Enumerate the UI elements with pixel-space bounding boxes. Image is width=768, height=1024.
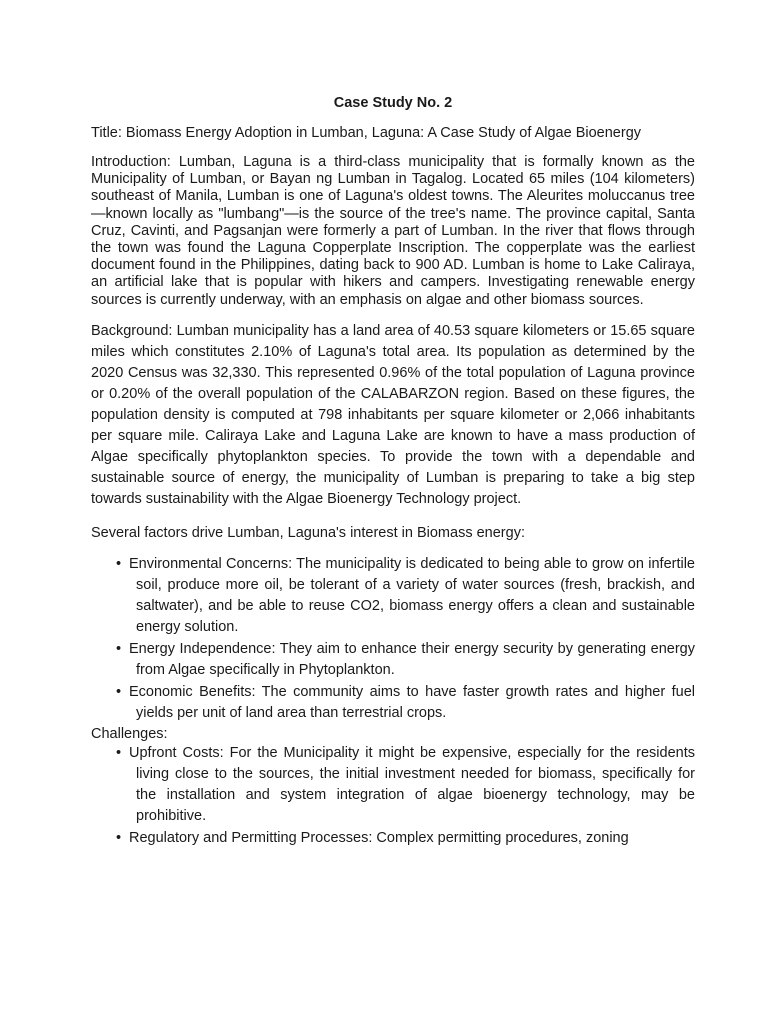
case-study-title: Title: Biomass Energy Adoption in Lumban, Laguna: A Case Study of Algae Bioenergy: [91, 125, 642, 141]
bullet-icon: •: [116, 744, 122, 761]
list-item: • Environmental Concerns: The municipality is dedicated to being able to grow on infertile soil, produce more oil, be tolerant of a variety of water sources (fresh, brackish, and saltwater), and be able to reuse CO2, biomass energy offers a clean and sustainable energy solution.: [116, 555, 695, 635]
bullet-icon: •: [116, 683, 122, 700]
challenges-label: Challenges:: [91, 725, 168, 742]
factors-list: [91, 554, 695, 724]
case-study-heading: Case Study No. 2: [333, 95, 453, 111]
bullet-icon: •: [116, 640, 122, 657]
list-item: • Economic Benefits: The community aims to have faster growth rates and higher fuel yields per unit of land area than terrestrial crops.: [116, 683, 695, 721]
factors-intro: Several factors drive Lumban, Laguna's interest in Biomass energy:: [91, 524, 525, 541]
document-page: [91, 94, 695, 850]
bullet-icon: •: [116, 829, 122, 846]
list-item: • Upfront Costs: For the Municipality it might be expensive, especially for the residents living close to the sources, the initial investment needed for biomass, specifically for the installation and system integration of algae bioenergy technology, may be prohibitive.: [116, 744, 695, 824]
background-paragraph: Background: Lumban municipality has a land area of 40.53 square kilometers or 15.65 square miles which constitutes 2.10% of Laguna's total area. Its population as determined by the 2020 Census was 32,330. This represented 0.96% of the total population of Laguna province or 0.20% of the overall population of the CALABARZON region. Based on these figures, the population density is computed at 798 inhabitants per square kilometer or 2,066 inhabitants per square mile. Caliraya Lake and Laguna Lake are known to have a mass production of Algae specifically phytoplankton species. To provide the town with a dependable and sustainable source of energy, the municipality of Lumban is preparing to take a big step towards sustainability with the Algae Bioenergy Technology project.: [91, 322, 695, 507]
challenges-list: [91, 743, 695, 849]
list-item: • Regulatory and Permitting Processes: Complex permitting procedures, zoning: [91, 828, 695, 849]
introduction-paragraph: Introduction: Lumban, Laguna is a third-class municipality that is formally known as the Municipality of Lumban, or Bayan ng Lumban in Tagalog. Located 65 miles (104 kilometers) southeast of Manila, Lumban is one of Laguna's oldest towns. The Aleurites moluccanus tree—known locally as "lumbang"—is the source of the tree's name. The province capital, Santa Cruz, Cavinti, and Pagsanjan were formerly a part of Lumban. In the river that flows through the town was found the Laguna Copperplate Inscription. The copperplate was the earliest document found in the Philippines, dating back to 900 AD. Lumban is home to Lake Caliraya, an artificial lake that is popular with hikers and campers. Investigating renewable energy sources is currently underway, with an emphasis on algae and other biomass sources.: [91, 154, 695, 308]
bullet-icon: •: [116, 555, 122, 572]
list-item: • Energy Independence: They aim to enhance their energy security by generating energy from Algae specifically in Phytoplankton.: [116, 640, 695, 678]
